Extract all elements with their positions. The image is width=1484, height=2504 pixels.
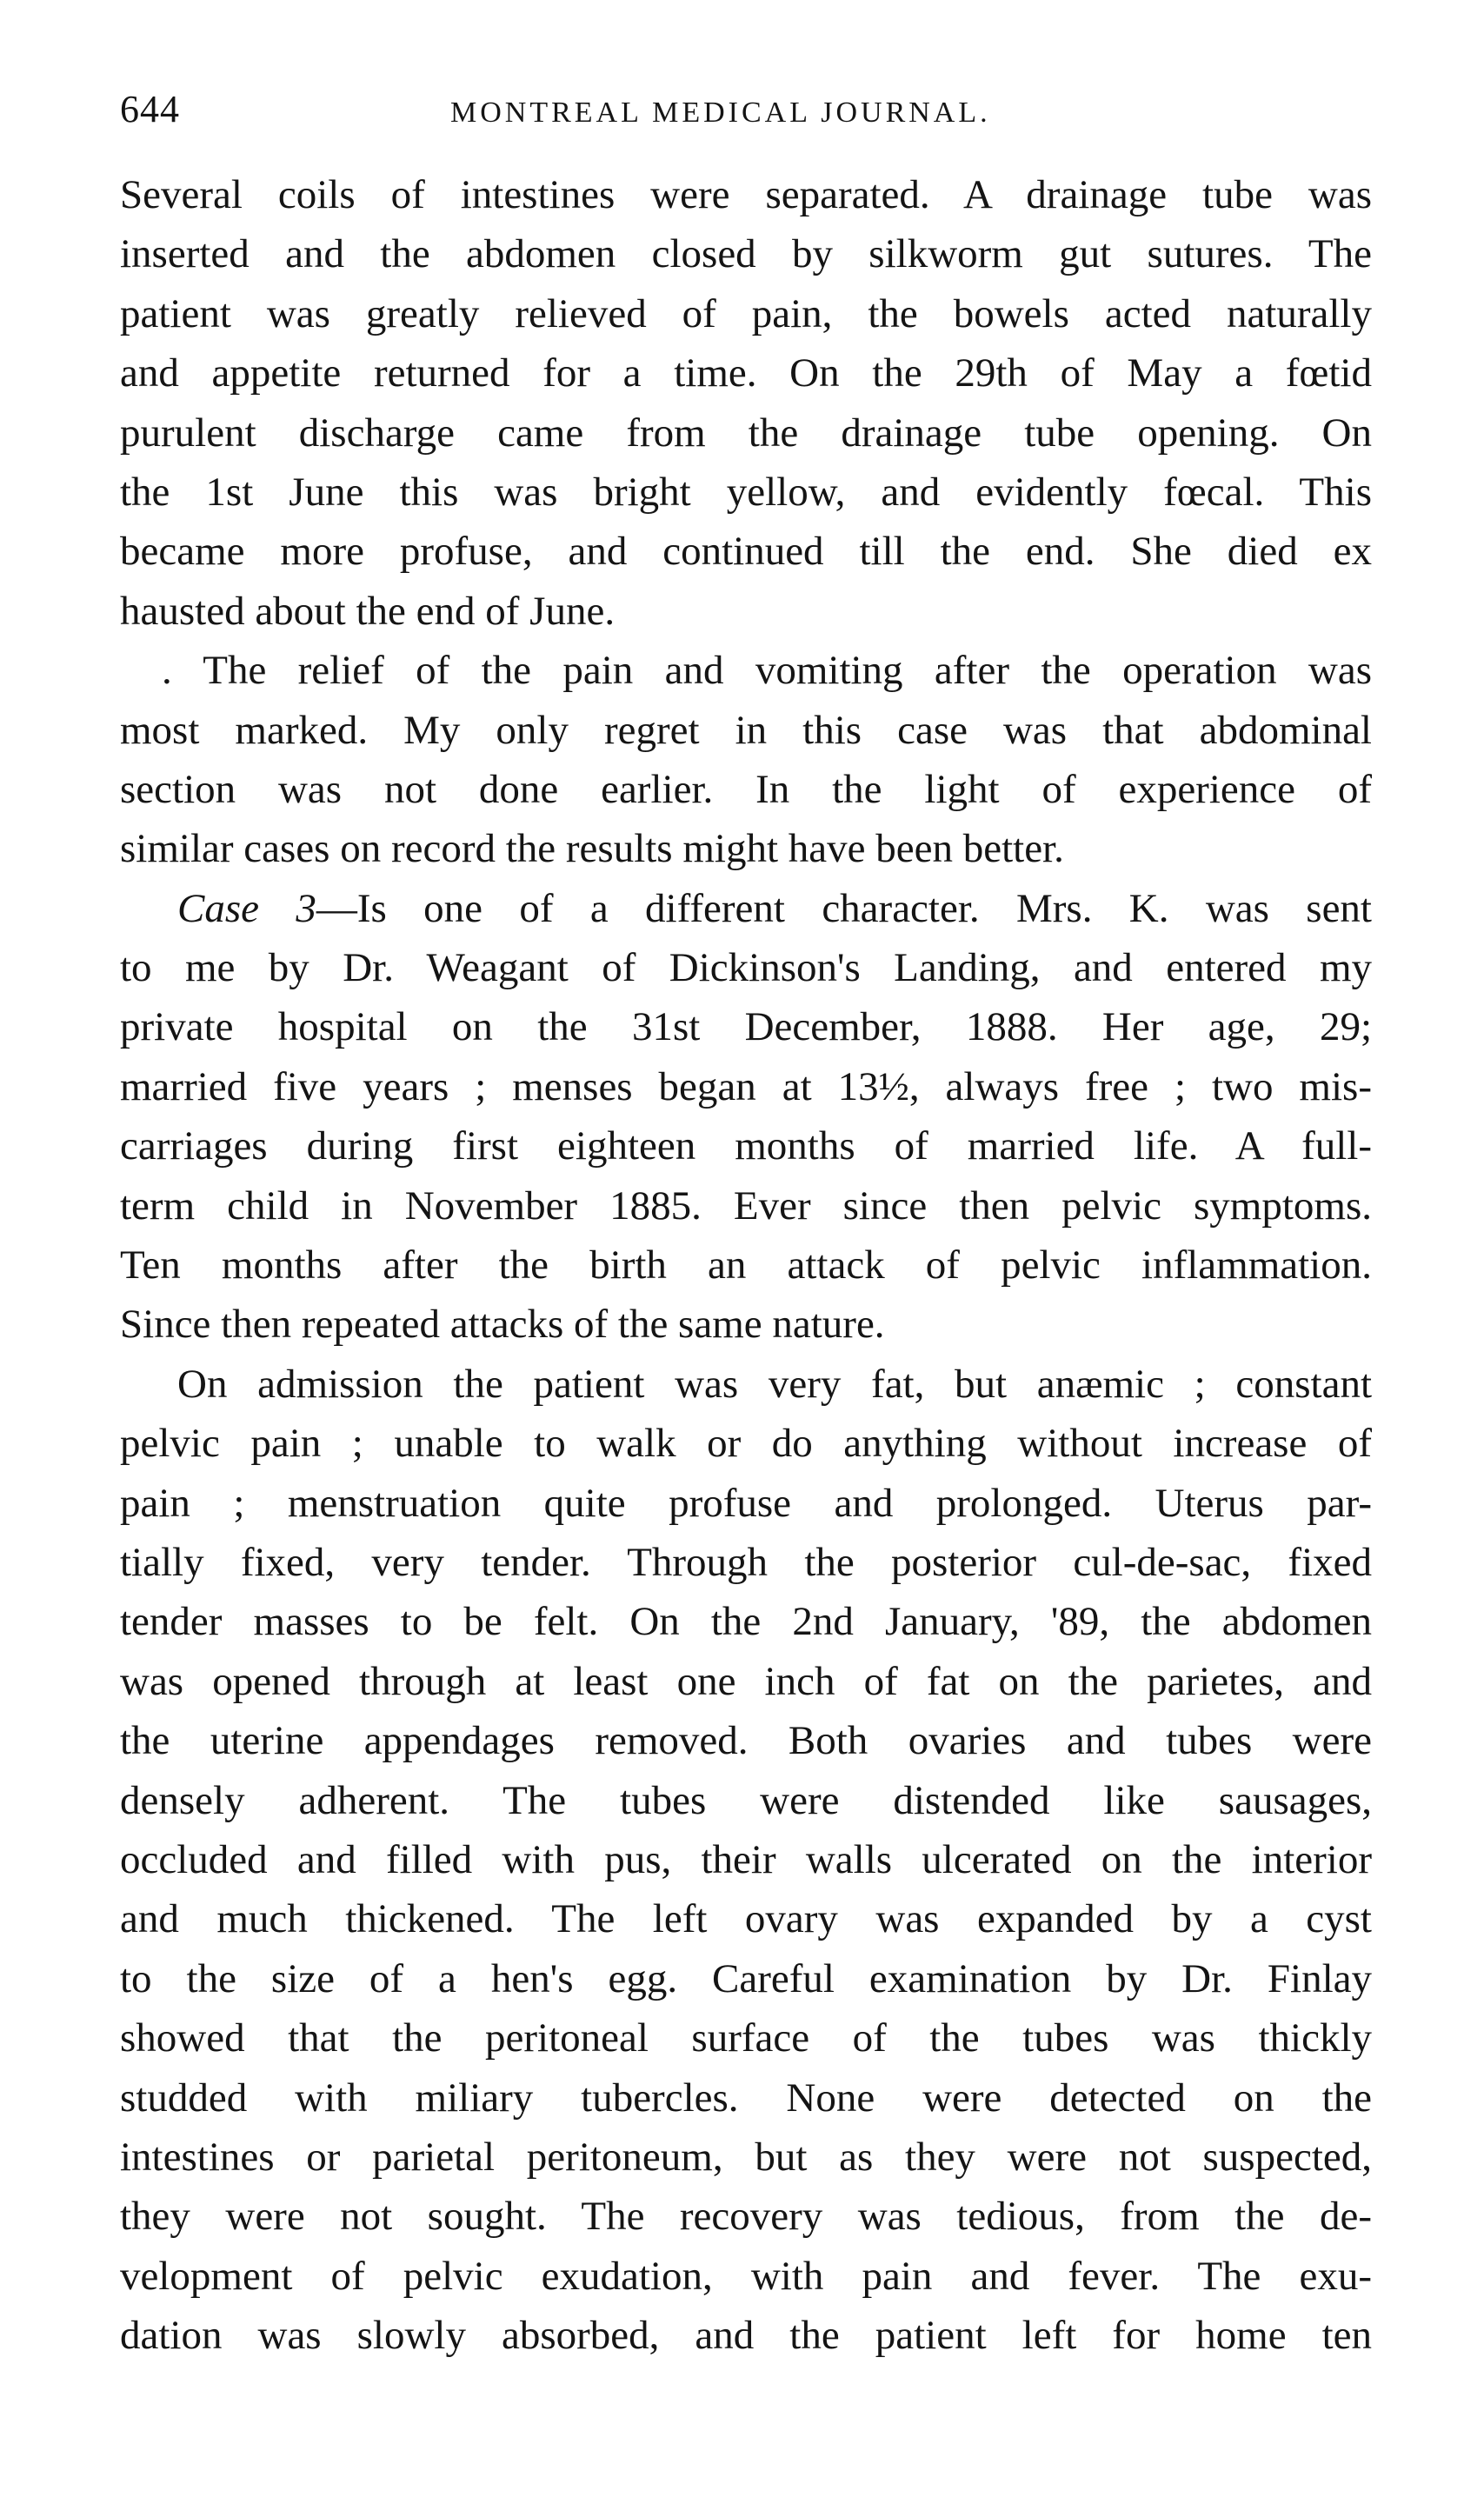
text-line: most marked. My only regret in this case was that abdominal xyxy=(120,707,1372,753)
text-line: Ten months after the birth an attack of pelvic inflammation. xyxy=(120,1242,1372,1289)
text-line: the uterine appendages removed. Both ovaries and tubes were xyxy=(120,1718,1372,1764)
text-line: to the size of a hen's egg. Careful examination by Dr. Finlay xyxy=(120,1955,1372,2001)
text-line: term child in November 1885. Ever since then pelvic symptoms. xyxy=(120,1182,1372,1229)
text-line: showed that the peritoneal surface of the tubes was thickly xyxy=(120,2015,1372,2061)
text-line: private hospital on the 31st December, 1888. Her age, 29; xyxy=(120,1004,1372,1050)
text-line: On admission the patient was very fat, but anæmic ; constant xyxy=(177,1361,1372,1407)
running-head xyxy=(120,83,1372,136)
text-line: patient was greatly relieved of pain, the bowels acted naturally xyxy=(120,290,1372,336)
text-line: pelvic pain ; unable to walk or do anything without increase of xyxy=(120,1421,1372,1467)
case-label: Case 3 xyxy=(177,885,316,931)
text-line: occluded and filled with pus, their walls ulcerated on the interior xyxy=(120,1836,1372,1882)
text-line: married five years ; menses began at 13½, always free ; two mis- xyxy=(120,1063,1372,1109)
text-line: intestines or parietal peritoneum, but as they were not suspected, xyxy=(120,2134,1372,2180)
text-line: they were not sought. The recovery was tedious, from the de- xyxy=(120,2194,1372,2240)
text-line: carriages during first eighteen months of married life. A full- xyxy=(120,1123,1372,1169)
text-line: tially fixed, very tender. Through the posterior cul-de-sac, fixed xyxy=(120,1539,1372,1585)
text-line: dation was slowly absorbed, and the patient left for home ten xyxy=(120,2313,1372,2359)
text-line: hausted about the end of June. xyxy=(120,588,616,634)
body-text xyxy=(120,165,1372,2365)
text-line: pain ; menstruation quite profuse and prolonged. Uterus par- xyxy=(120,1480,1372,1526)
text-line: and appetite returned for a time. On the 29th of May a fœtid xyxy=(120,350,1372,396)
case-heading-line xyxy=(120,879,1372,938)
journal-title: MONTREAL MEDICAL JOURNAL. xyxy=(450,97,991,129)
case-heading-text: —Is one of a different character. Mrs. K. was sent xyxy=(316,885,1372,931)
text-line: velopment of pelvic exudation, with pain and fever. The exu- xyxy=(120,2253,1372,2299)
text-line: was opened through at least one inch of fat on the parietes, and xyxy=(120,1658,1372,1704)
text-line: became more profuse, and continued till the end. She died ex xyxy=(120,529,1372,575)
text-line: and much thickened. The left ovary was expanded by a cyst xyxy=(120,1896,1372,1942)
text-line: purulent discharge came from the drainage tube opening. On xyxy=(120,410,1372,456)
text-line: Several coils of intestines were separated. A drainage tube was xyxy=(120,172,1372,217)
text-line: studded with miliary tubercles. None were detected on the xyxy=(120,2074,1372,2121)
text-line: to me by Dr. Weagant of Dickinson's Landing, and entered my xyxy=(120,945,1372,991)
text-line: densely adherent. The tubes were distended like sausages, xyxy=(120,1777,1372,1823)
text-line: tender masses to be felt. On the 2nd January, '89, the abdomen xyxy=(120,1599,1372,1645)
text-line: . The relief of the pain and vomiting after the operation was xyxy=(162,648,1372,694)
text-line: Since then repeated attacks of the same nature. xyxy=(120,1302,885,1348)
text-line: the 1st June this was bright yellow, and evidently fœcal. This xyxy=(120,469,1372,515)
text-line: inserted and the abdomen closed by silkworm gut sutures. The xyxy=(120,231,1372,277)
page-number: 644 xyxy=(120,88,180,130)
text-line: similar cases on record the results might have been better. xyxy=(120,826,1064,872)
text-line: section was not done earlier. In the light of experience of xyxy=(120,766,1372,812)
